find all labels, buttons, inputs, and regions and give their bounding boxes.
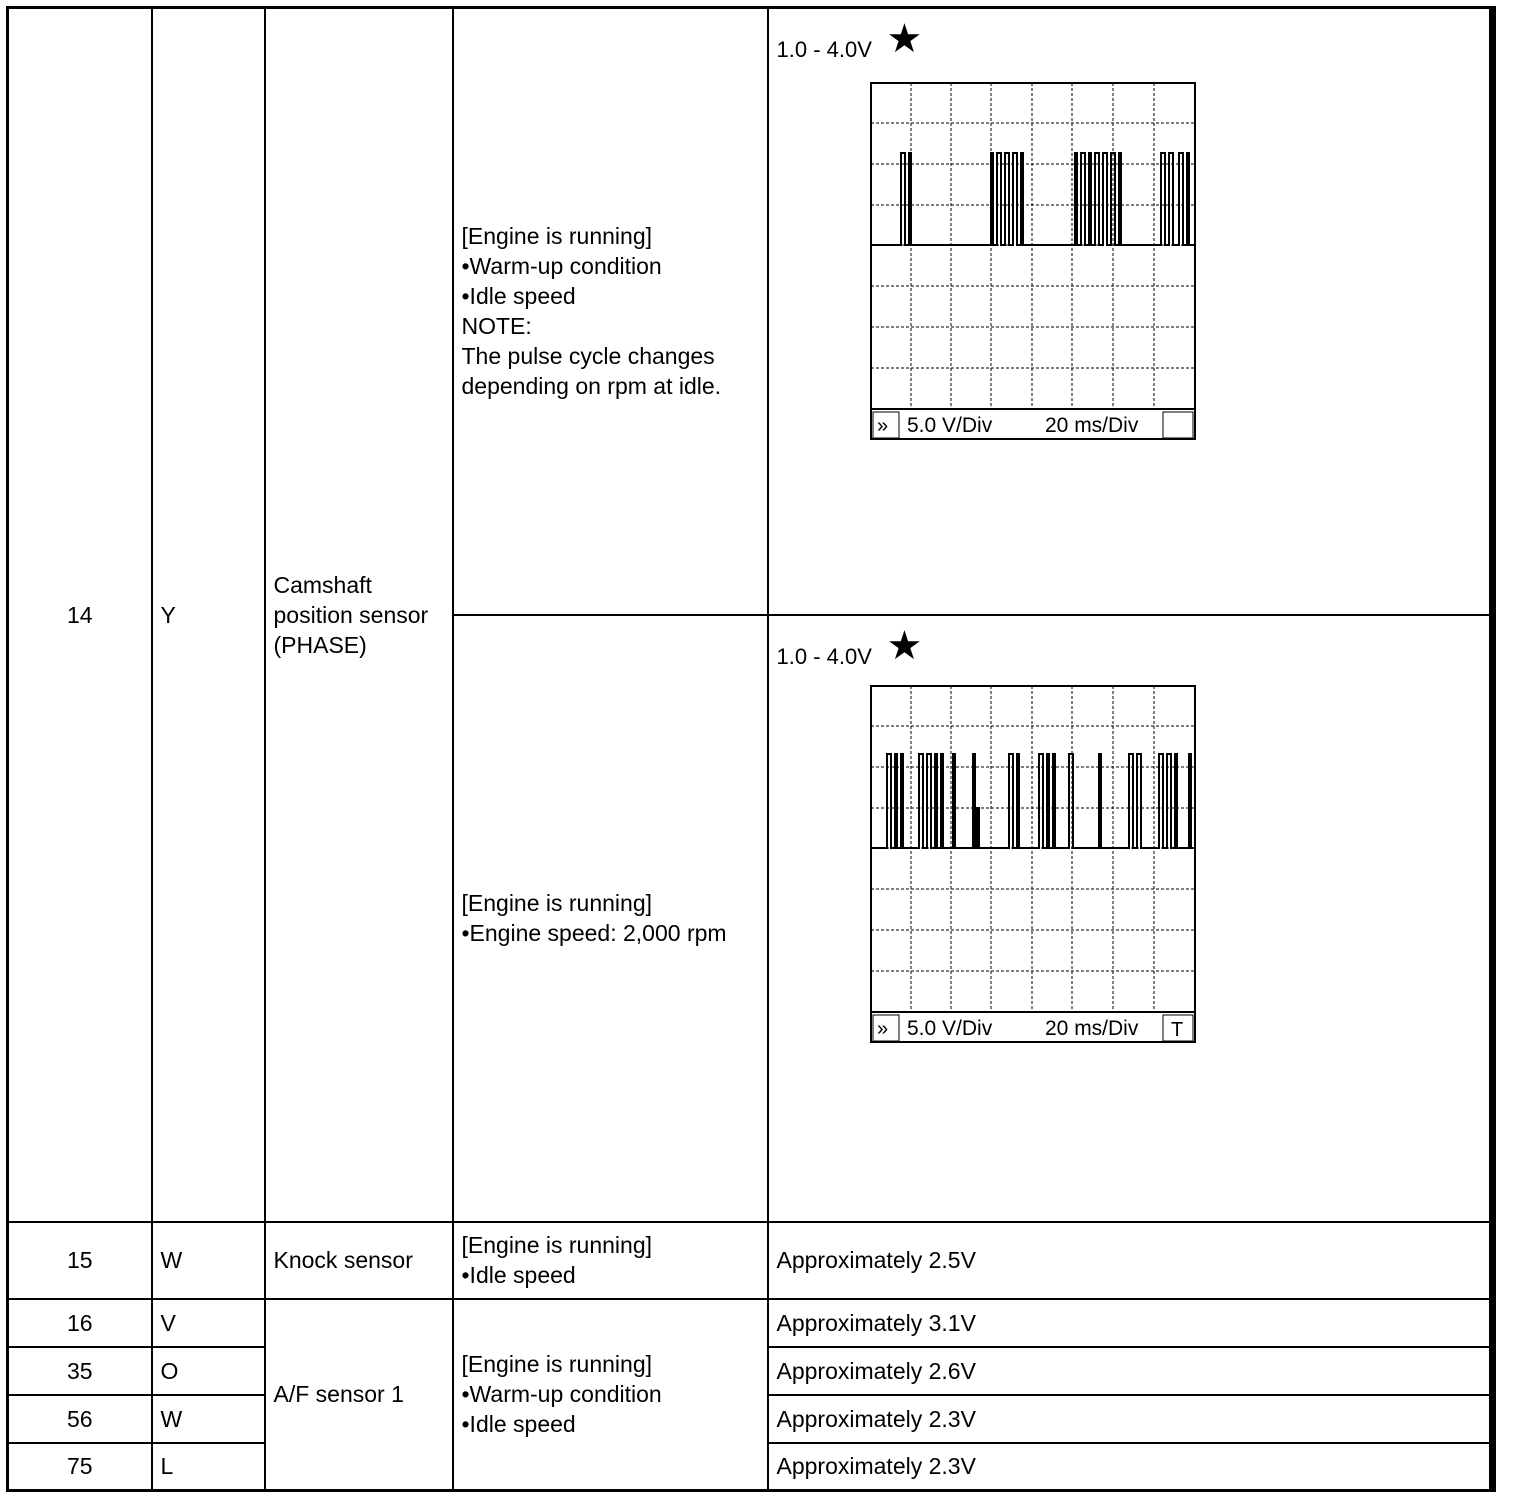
wire-color-75: L (152, 1443, 265, 1491)
volts-per-div: 5.0 V/Div (906, 1016, 992, 1040)
value-15: Approximately 2.5V (768, 1222, 1491, 1299)
page-edge (1492, 6, 1496, 1492)
wire-color-56: W (152, 1395, 265, 1443)
star-icon: ★ (886, 17, 923, 61)
terminal-75: 75 (8, 1443, 152, 1491)
value-56: Approximately 2.3V (768, 1395, 1491, 1443)
value-35: Approximately 2.6V (768, 1347, 1491, 1395)
wire-color-15: W (152, 1222, 265, 1299)
star-icon: ★ (886, 623, 923, 668)
ecm-terminal-table (6, 6, 1492, 1492)
condition-af: [Engine is running] •Warm-up condition •Idle speed (453, 1299, 768, 1491)
wire-color-16: V (152, 1299, 265, 1347)
waveform-idle-cell (768, 8, 1491, 615)
condition-knock: [Engine is running] •Idle speed (453, 1222, 768, 1299)
oscilloscope-2000rpm (869, 684, 1197, 1046)
terminal-35: 35 (8, 1347, 152, 1395)
time-per-div: 20 ms/Div (1044, 1016, 1138, 1040)
oscilloscope-idle (869, 81, 1197, 443)
item-knock-sensor: Knock sensor (265, 1222, 453, 1299)
arrow-icon: » (876, 1017, 888, 1040)
volts-per-div: 5.0 V/Div (906, 414, 992, 437)
value-16: Approximately 3.1V (768, 1299, 1491, 1347)
terminal-56: 56 (8, 1395, 152, 1443)
item-camshaft-sensor: Camshaft position sensor (PHASE) (265, 8, 453, 1222)
terminal-15: 15 (8, 1222, 152, 1299)
value-75: Approximately 2.3V (768, 1443, 1491, 1491)
waveform-2000rpm-cell (768, 615, 1491, 1222)
voltage-label: 1.0 - 4.0V (776, 37, 872, 62)
wire-color-35: O (152, 1347, 265, 1395)
wire-color-14: Y (152, 8, 265, 1222)
arrow-icon: » (876, 415, 888, 437)
terminal-16: 16 (8, 1299, 152, 1347)
item-af-sensor: A/F sensor 1 (265, 1299, 453, 1491)
time-per-div: 20 ms/Div (1044, 414, 1138, 437)
trigger-icon: T (1170, 1018, 1183, 1041)
voltage-label: 1.0 - 4.0V (776, 643, 872, 669)
condition-2000rpm: [Engine is running] •Engine speed: 2,000 rpm (453, 615, 768, 1222)
terminal-14: 14 (8, 8, 152, 1222)
condition-idle: [Engine is running] •Warm-up condition •Idle speed NOTE: The pulse cycle changes depending on rpm at idle. (453, 8, 768, 615)
